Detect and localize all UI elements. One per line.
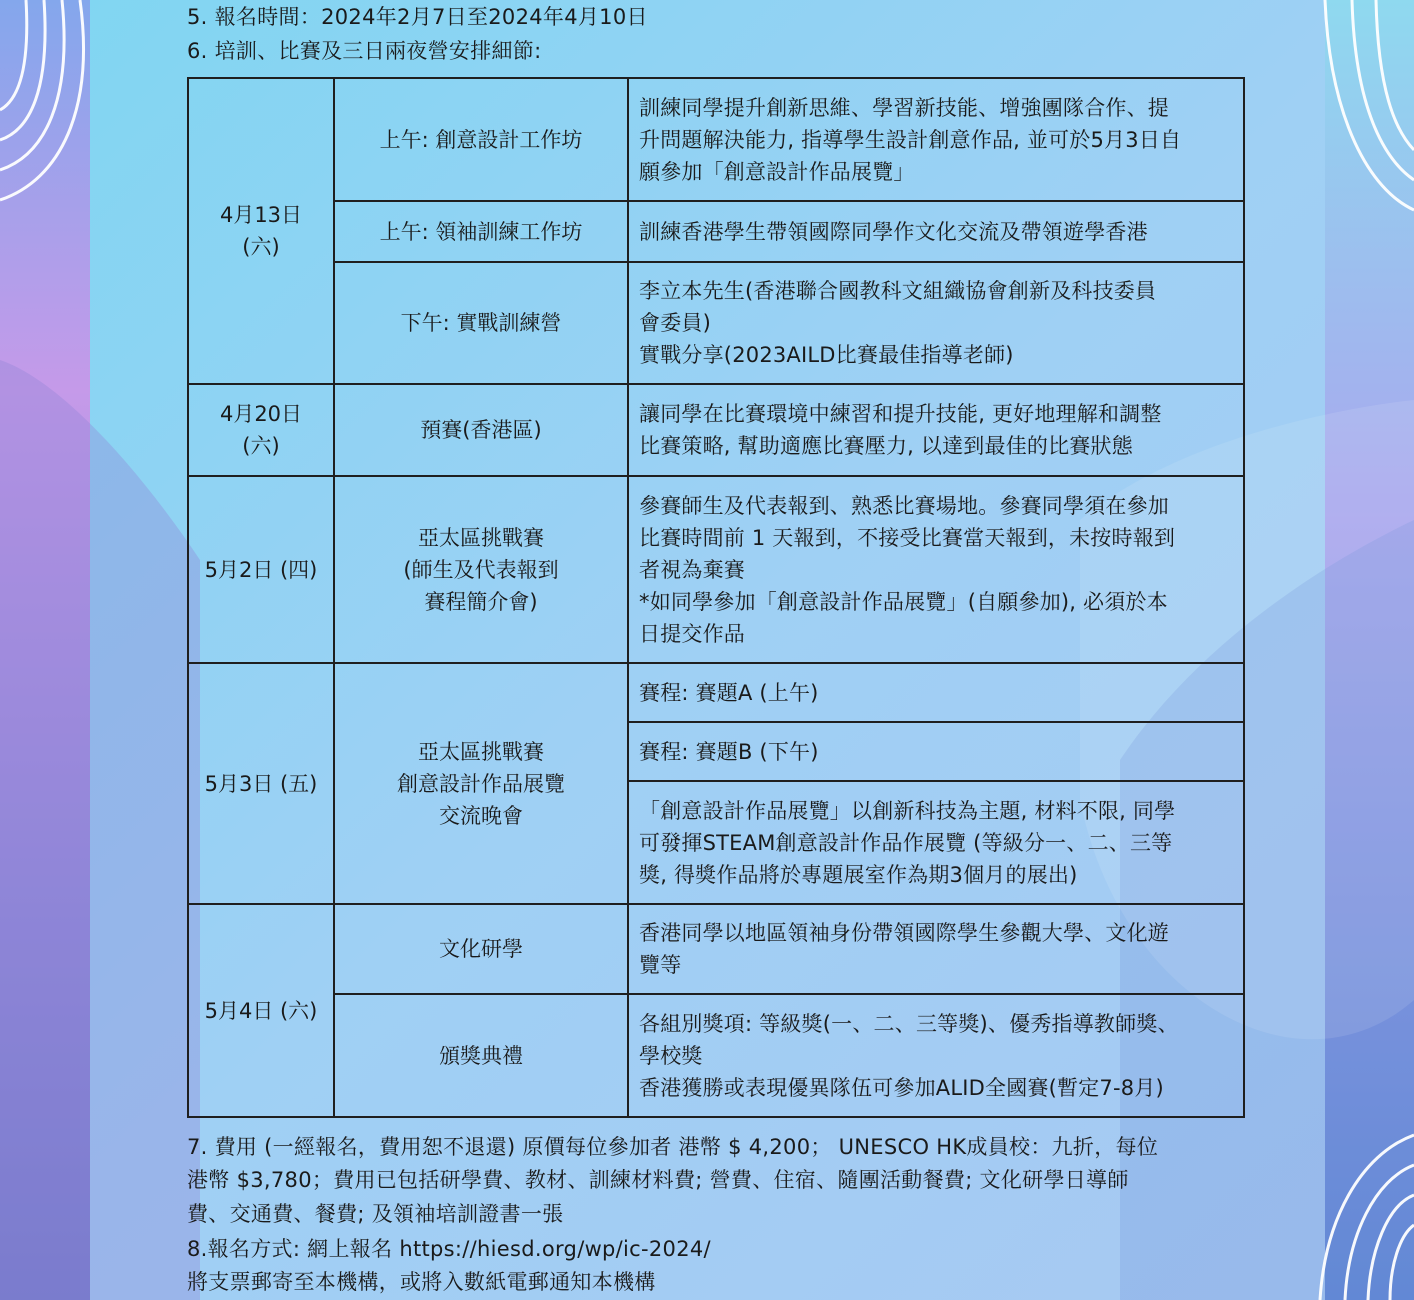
fee-line-3: 費、交通費、餐費; 及領袖培訓證書一張 bbox=[187, 1202, 564, 1226]
activity-cell: 亞太區挑戰賽 創意設計作品展覽 交流晚會 bbox=[334, 663, 628, 904]
description-cell: 各組別獎項: 等級獎(一、二、三等獎)、優秀指導教師獎、 學校獎 香港獲勝或表現優異隊伍可參加ALID全國賽(暫定7-8月) bbox=[628, 994, 1244, 1117]
table-row bbox=[188, 262, 1244, 384]
description-cell: 訓練同學提升創新思維、學習新技能、增強團隊合作、提 升問題解決能力, 指導學生設計創意作品, 並可於5月3日自 願參加「創意設計作品展覽」 bbox=[628, 78, 1244, 201]
description-cell: 賽程: 賽題B (下午) bbox=[628, 722, 1244, 781]
activity-cell: 亞太區挑戰賽 (師生及代表報到 賽程簡介會) bbox=[334, 476, 628, 663]
schedule-heading: 6. 培訓、比賽及三日兩夜營安排細節: bbox=[187, 39, 542, 63]
activity-cell: 上午: 領袖訓練工作坊 bbox=[334, 201, 628, 262]
registration-method[interactable]: 8.報名方式: 網上報名 https://hiesd.org/wp/ic-2024/ bbox=[187, 1237, 711, 1261]
description-cell: 賽程: 賽題A (上午) bbox=[628, 663, 1244, 722]
activity-cell: 上午: 創意設計工作坊 bbox=[334, 78, 628, 201]
table-row bbox=[188, 663, 1244, 722]
description-cell: 參賽師生及代表報到、熟悉比賽場地。參賽同學須在參加 比賽時間前 1 天報到，不接受比賽當天報到，未按時報到 者視為棄賽 *如同學參加「創意設計作品展覽」(自願參加), 必須於本 日提交作品 bbox=[628, 476, 1244, 663]
description-cell: 讓同學在比賽環境中練習和提升技能, 更好地理解和調整 比賽策略, 幫助適應比賽壓力, 以達到最佳的比賽狀態 bbox=[628, 384, 1244, 476]
table-row bbox=[188, 384, 1244, 476]
fee-line-1: 7. 費用 (一經報名，費用恕不退還) 原價每位參加者 港幣 $ 4,200； UNESCO HK成員校：九折，每位 bbox=[187, 1135, 1159, 1159]
date-cell: 5月4日 (六) bbox=[188, 904, 334, 1117]
activity-cell: 文化研學 bbox=[334, 904, 628, 994]
registration-period: 5. 報名時間：2024年2月7日至2024年4月10日 bbox=[187, 5, 648, 29]
activity-cell: 下午: 實戰訓練營 bbox=[334, 262, 628, 384]
date-cell: 4月20日 (六) bbox=[188, 384, 334, 476]
table-row bbox=[188, 78, 1244, 201]
table-row bbox=[188, 201, 1244, 262]
activity-cell: 頒獎典禮 bbox=[334, 994, 628, 1117]
schedule-table bbox=[187, 77, 1245, 1118]
date-cell: 5月3日 (五) bbox=[188, 663, 334, 904]
date-cell: 4月13日 (六) bbox=[188, 78, 334, 384]
description-cell: 訓練香港學生帶領國際同學作文化交流及帶領遊學香港 bbox=[628, 201, 1244, 262]
table-row bbox=[188, 994, 1244, 1117]
payment-note: 將支票郵寄至本機構，或將入數紙電郵通知本機構 bbox=[187, 1270, 656, 1294]
fee-line-2: 港幣 $3,780；費用已包括研學費、教材、訓練材料費; 營費、住宿、隨團活動餐費; 文化研學日導師 bbox=[187, 1168, 1129, 1192]
description-cell: 「創意設計作品展覽」以創新科技為主題, 材料不限, 同學 可發揮STEAM創意設計作品作展覽 (等級分一、二、三等 獎, 得獎作品將於專題展室作為期3個月的展出) bbox=[628, 781, 1244, 904]
activity-cell: 預賽(香港區) bbox=[334, 384, 628, 476]
table-row bbox=[188, 904, 1244, 994]
table-row bbox=[188, 476, 1244, 663]
description-cell: 李立本先生(香港聯合國教科文組織協會創新及科技委員 會委員) 實戰分享(2023AILD比賽最佳指導老師) bbox=[628, 262, 1244, 384]
description-cell: 香港同學以地區領袖身份帶領國際學生參觀大學、文化遊 覽等 bbox=[628, 904, 1244, 994]
date-cell: 5月2日 (四) bbox=[188, 476, 334, 663]
